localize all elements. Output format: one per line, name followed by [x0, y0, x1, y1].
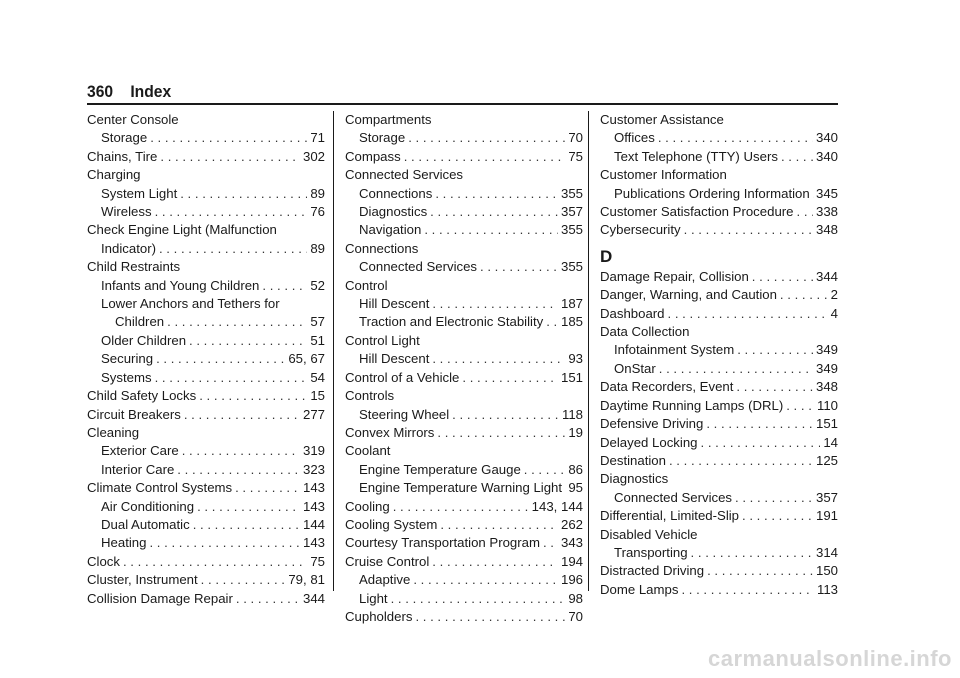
index-entry[interactable] [600, 452, 838, 470]
entry-term: Differential, Limited-Slip [600, 508, 740, 524]
dot-leader [167, 313, 307, 331]
dot-leader [480, 258, 558, 276]
index-subentry[interactable] [87, 498, 325, 516]
dot-leader [432, 295, 558, 313]
index-entry [600, 166, 838, 184]
dot-leader [684, 221, 813, 239]
dot-leader [197, 498, 300, 516]
page-reference[interactable]: 191 [815, 508, 838, 524]
entry-term: Air Conditioning [101, 498, 195, 514]
dot-leader [155, 203, 308, 221]
entry-term: Connected Services [359, 259, 478, 275]
index-subentry[interactable] [600, 185, 838, 203]
entry-term: Dual Automatic [101, 516, 190, 532]
entry-term: Danger, Warning, and Caution [600, 287, 777, 303]
index-entry [345, 277, 583, 295]
entry-term: Hill Descent [359, 296, 430, 312]
page-reference[interactable]: 344 [815, 268, 838, 284]
dot-leader [432, 350, 565, 368]
page-reference[interactable]: 15 [310, 388, 325, 404]
column-divider [333, 111, 334, 591]
index-entry[interactable] [345, 608, 583, 626]
entry-term: Cupholders [345, 608, 413, 624]
index-entry [345, 240, 583, 258]
dot-leader [150, 129, 307, 147]
entry-term: Control Light [345, 332, 420, 348]
page-reference[interactable]: 70 [568, 608, 583, 624]
index-entry[interactable] [600, 415, 838, 433]
index-subentry[interactable] [600, 341, 838, 359]
index-entry [600, 470, 838, 488]
page-reference[interactable]: 349 [815, 360, 838, 376]
dot-leader [160, 148, 300, 166]
index-entry[interactable] [600, 378, 838, 396]
entry-term: Interior Care [101, 461, 175, 477]
dot-leader [737, 341, 813, 359]
index-entry[interactable] [87, 553, 325, 571]
index-subentry[interactable] [87, 369, 325, 387]
dot-leader [155, 369, 308, 387]
index-entry[interactable] [600, 434, 838, 452]
page-reference[interactable]: 196 [560, 572, 583, 588]
entry-term: Light [359, 590, 388, 606]
dot-leader [408, 129, 565, 147]
dot-leader [180, 185, 307, 203]
entry-term: Dome Lamps [600, 581, 679, 597]
page-reference[interactable]: 70 [568, 130, 583, 146]
dot-leader [159, 240, 307, 258]
page-reference[interactable]: 93 [568, 351, 583, 367]
page-reference[interactable]: 110 [816, 397, 838, 413]
index-column-2 [345, 111, 583, 626]
entry-term: Compartments [345, 112, 432, 127]
index-entry[interactable] [345, 516, 583, 534]
page-reference[interactable]: 185 [560, 314, 583, 330]
dot-leader [413, 571, 558, 589]
entry-term: Connected Services [345, 167, 464, 183]
page-reference[interactable]: 143, 144 [531, 498, 583, 514]
entry-term: Cleaning [87, 424, 140, 440]
index-subentry[interactable] [600, 360, 838, 378]
index-entry[interactable] [600, 268, 838, 286]
page-reference[interactable]: 338 [815, 204, 838, 220]
index-column-3 [600, 111, 838, 599]
page-reference[interactable]: 343 [560, 535, 583, 551]
entry-term: Center Console [87, 112, 179, 127]
page-reference[interactable]: 143 [302, 480, 325, 496]
index-entry[interactable] [345, 148, 583, 166]
entry-term: Child Restraints [87, 259, 181, 275]
entry-term: Delayed Locking [600, 434, 698, 450]
index-entry[interactable] [345, 424, 583, 442]
entry-term: Navigation [359, 222, 422, 238]
index-subentry[interactable] [600, 544, 838, 562]
index-subentry[interactable] [87, 442, 325, 460]
index-entry[interactable] [87, 479, 325, 497]
dot-leader [189, 332, 307, 350]
index-subentry[interactable] [87, 240, 325, 258]
index-subentry[interactable] [345, 350, 583, 368]
index-subentry[interactable] [345, 461, 583, 479]
entry-term: Customer Assistance [600, 112, 724, 127]
dot-leader [432, 553, 558, 571]
header-rule [87, 103, 838, 105]
dot-leader [669, 452, 813, 470]
entry-term: Cooling [345, 498, 390, 514]
page-reference[interactable]: 340 [815, 148, 838, 164]
page-reference[interactable]: 348 [815, 379, 838, 395]
dot-leader [123, 553, 307, 571]
index-entry [600, 526, 838, 544]
entry-term: Infotainment System [614, 342, 735, 358]
dot-leader [391, 590, 566, 608]
index-entry [87, 111, 325, 129]
entry-term: Damage Repair, Collision [600, 268, 749, 284]
entry-term: Diagnostics [359, 204, 428, 220]
entry-term: Steering Wheel [359, 406, 450, 422]
dot-leader [681, 581, 814, 599]
entry-term: Controls [345, 388, 395, 404]
page-reference[interactable]: 314 [815, 544, 838, 560]
entry-term: Text Telephone (TTY) Users [614, 148, 778, 164]
page-reference[interactable]: 118 [561, 406, 583, 422]
index-subentry[interactable] [87, 185, 325, 203]
entry-term: Engine Temperature Warning Light [359, 480, 563, 496]
entry-term: Check Engine Light (Malfunction [87, 222, 277, 238]
page-reference[interactable]: 355 [560, 222, 583, 238]
entry-term: Circuit Breakers [87, 406, 181, 422]
entry-term: Older Children [101, 332, 187, 348]
entry-term: Charging [87, 167, 141, 183]
dot-leader [659, 360, 813, 378]
index-entry [345, 442, 583, 460]
entry-term: Systems [101, 369, 152, 385]
page-reference[interactable]: 2 [830, 287, 838, 303]
dot-leader [462, 369, 558, 387]
index-subentry[interactable] [87, 516, 325, 534]
page-reference[interactable]: 79, 81 [288, 572, 325, 588]
dot-leader [201, 571, 286, 589]
entry-term: OnStar [614, 360, 656, 376]
dot-leader [781, 148, 813, 166]
index-subentry[interactable] [87, 129, 325, 147]
dot-leader [393, 498, 529, 516]
index-subentry[interactable] [345, 221, 583, 239]
entry-term: Exterior Care [101, 443, 179, 459]
dot-leader [235, 479, 300, 497]
entry-term: Cluster, Instrument [87, 572, 198, 588]
page-reference[interactable]: 143 [302, 535, 325, 551]
page-reference[interactable]: 319 [302, 443, 325, 459]
entry-term: Coolant [345, 443, 391, 459]
page-reference[interactable]: 302 [302, 148, 325, 164]
entry-term: Customer Satisfaction Procedure [600, 204, 794, 220]
entry-term: Connections [345, 240, 419, 256]
entry-term: Data Collection [600, 324, 690, 340]
entry-term: Courtesy Transportation Program [345, 535, 540, 551]
index-entry [345, 387, 583, 405]
index-subentry [87, 295, 325, 313]
entry-term: Child Safety Locks [87, 388, 197, 404]
dot-leader [435, 185, 558, 203]
dot-leader [786, 397, 814, 415]
entry-term: Compass [345, 148, 401, 164]
entry-term: Disabled Vehicle [600, 526, 698, 542]
index-entry [600, 323, 838, 341]
page-reference[interactable]: 187 [560, 296, 583, 312]
entry-term: Connections [359, 185, 433, 201]
page-reference[interactable]: 150 [815, 563, 838, 579]
index-subentry[interactable] [345, 258, 583, 276]
page-reference[interactable]: 57 [310, 314, 325, 330]
entry-term: Dashboard [600, 305, 665, 321]
entry-term: Chains, Tire [87, 148, 158, 164]
index-entry[interactable] [600, 221, 838, 239]
index-entry [87, 424, 325, 442]
entry-term: Diagnostics [600, 471, 669, 487]
entry-term: Hill Descent [359, 351, 430, 367]
entry-term: Collision Damage Repair [87, 590, 233, 606]
dot-leader [658, 129, 813, 147]
index-entry[interactable] [345, 534, 583, 552]
dot-leader [149, 534, 300, 552]
dot-leader [156, 350, 285, 368]
entry-term: Cybersecurity [600, 222, 681, 238]
index-entry[interactable] [600, 203, 838, 221]
dot-leader [546, 313, 558, 331]
entry-term: Children [115, 314, 165, 330]
entry-term: Data Recorders, Event [600, 379, 734, 395]
page-reference[interactable]: 143 [302, 498, 325, 514]
index-subentry[interactable] [345, 203, 583, 221]
dot-leader [430, 203, 558, 221]
page-reference[interactable]: 76 [310, 204, 325, 220]
page-reference[interactable]: 95 [568, 480, 583, 496]
entry-term: Clock [87, 553, 120, 569]
dot-leader [452, 406, 559, 424]
page-reference[interactable]: 51 [310, 332, 325, 348]
index-subentry[interactable] [87, 277, 325, 295]
dot-leader [404, 148, 566, 166]
index-entry[interactable] [600, 286, 838, 304]
index-letter-heading: D [600, 246, 613, 266]
entry-term: Control of a Vehicle [345, 369, 460, 385]
index-subentry[interactable] [345, 479, 583, 497]
entry-term: Adaptive [359, 572, 411, 588]
index-subentry[interactable] [600, 489, 838, 507]
page-section-title: Index [130, 82, 172, 101]
index-subentry[interactable] [87, 313, 325, 331]
entry-term: Wireless [101, 204, 152, 220]
page-reference[interactable]: 19 [568, 424, 583, 440]
entry-term: Heating [101, 535, 147, 551]
index-subentry[interactable] [345, 406, 583, 424]
index-entry[interactable] [600, 397, 838, 415]
entry-term: Customer Information [600, 167, 727, 183]
entry-term: Daytime Running Lamps (DRL) [600, 397, 784, 413]
index-subentry[interactable] [87, 534, 325, 552]
dot-leader [424, 221, 558, 239]
page-reference[interactable]: 98 [568, 590, 583, 606]
index-entry[interactable] [345, 498, 583, 516]
index-subentry[interactable] [345, 313, 583, 331]
entry-term: Securing [101, 351, 154, 367]
dot-leader [184, 406, 300, 424]
entry-term: Storage [359, 130, 406, 146]
page-reference[interactable]: 54 [310, 369, 325, 385]
dot-leader [199, 387, 307, 405]
page-reference[interactable]: 151 [560, 369, 583, 385]
entry-term: Distracted Driving [600, 563, 705, 579]
index-entry[interactable] [600, 507, 838, 525]
index-entry[interactable] [87, 590, 325, 608]
index-entry[interactable] [87, 406, 325, 424]
entry-term: Destination [600, 452, 666, 468]
entry-term: Cruise Control [345, 553, 430, 569]
entry-term: Traction and Electronic Stability [359, 314, 544, 330]
entry-term: Offices [614, 130, 655, 146]
index-entry[interactable] [345, 369, 583, 387]
index-subentry[interactable] [87, 350, 325, 368]
dot-leader [752, 268, 813, 286]
page-reference[interactable]: 277 [302, 406, 325, 422]
page-reference[interactable]: 65, 67 [288, 351, 325, 367]
dot-leader [707, 562, 813, 580]
column-divider [588, 111, 589, 591]
dot-leader [437, 424, 565, 442]
dot-leader [691, 544, 813, 562]
index-subentry[interactable] [87, 332, 325, 350]
page-reference[interactable]: 75 [568, 148, 583, 164]
page-reference[interactable]: 323 [302, 461, 325, 477]
index-entry [600, 111, 838, 129]
index-entry[interactable] [600, 581, 838, 599]
index-entry[interactable] [600, 305, 838, 323]
page-reference[interactable]: 86 [568, 461, 583, 477]
index-subentry[interactable] [345, 590, 583, 608]
index-column-1 [87, 111, 325, 608]
index-entry[interactable] [600, 562, 838, 580]
page-number: 360 [87, 82, 114, 101]
index-entry[interactable] [87, 571, 325, 589]
entry-term: Indicator) [101, 240, 156, 256]
index-entry[interactable] [87, 387, 325, 405]
page-reference[interactable]: 4 [830, 305, 838, 321]
dot-leader [177, 461, 300, 479]
entry-term: Climate Control Systems [87, 480, 233, 496]
page-reference[interactable]: 340 [815, 130, 838, 146]
index-subentry[interactable] [87, 203, 325, 221]
index-subentry[interactable] [345, 571, 583, 589]
dot-leader [742, 507, 813, 525]
index-subentry[interactable] [345, 185, 583, 203]
index-entry[interactable] [87, 148, 325, 166]
dot-leader [701, 434, 821, 452]
index-subentry[interactable] [87, 461, 325, 479]
entry-term: Transporting [614, 544, 688, 560]
page-reference[interactable]: 71 [310, 130, 325, 146]
entry-term: Defensive Driving [600, 416, 704, 432]
dot-leader [780, 286, 828, 304]
page-reference[interactable]: 357 [560, 204, 583, 220]
page-reference[interactable]: 262 [560, 516, 583, 532]
dot-leader [262, 277, 307, 295]
dot-leader [736, 378, 813, 396]
page-reference[interactable]: 349 [815, 342, 838, 358]
dot-leader [524, 461, 566, 479]
entry-term: Lower Anchors and Tethers for [101, 296, 280, 312]
page-reference[interactable]: 89 [310, 185, 325, 201]
page-reference[interactable]: 144 [302, 516, 325, 532]
dot-leader [543, 534, 558, 552]
dot-leader [706, 415, 813, 433]
dot-leader [668, 305, 828, 323]
entry-term: Engine Temperature Gauge [359, 461, 521, 477]
page-reference[interactable]: 348 [815, 222, 838, 238]
page-reference[interactable]: 75 [310, 553, 325, 569]
index-subentry[interactable] [345, 129, 583, 147]
page-header [87, 82, 171, 102]
index-entry [345, 111, 583, 129]
dot-leader [735, 489, 813, 507]
watermark: carmanualsonline.info [708, 646, 952, 671]
page-reference[interactable]: 345 [815, 185, 838, 201]
dot-leader [193, 516, 300, 534]
index-subentry[interactable] [600, 148, 838, 166]
entry-term: Infants and Young Children [101, 277, 260, 293]
page-reference[interactable]: 52 [310, 277, 325, 293]
index-entry [87, 221, 325, 239]
dot-leader [236, 590, 300, 608]
page-reference[interactable]: 125 [815, 452, 838, 468]
page-reference[interactable]: 89 [310, 240, 325, 256]
entry-term: System Light [101, 185, 178, 201]
dot-leader [415, 608, 565, 626]
dot-leader [797, 203, 813, 221]
index-entry[interactable] [345, 553, 583, 571]
index-entry [345, 166, 583, 184]
entry-term: Publications Ordering Information [614, 185, 810, 201]
page-reference[interactable]: 14 [823, 434, 838, 450]
entry-term: Control [345, 277, 388, 293]
dot-leader [182, 442, 300, 460]
index-subentry[interactable] [600, 129, 838, 147]
page-reference[interactable]: 344 [302, 590, 325, 606]
dot-leader [440, 516, 558, 534]
index-entry [87, 258, 325, 276]
page-reference[interactable]: 357 [815, 489, 838, 505]
page-reference[interactable]: 194 [560, 553, 583, 569]
entry-term: Connected Services [614, 489, 733, 505]
page-reference[interactable]: 113 [816, 581, 838, 597]
entry-term: Storage [101, 130, 148, 146]
index-subentry[interactable] [345, 295, 583, 313]
page-reference[interactable]: 355 [560, 185, 583, 201]
entry-term: Convex Mirrors [345, 424, 435, 440]
page-reference[interactable]: 355 [560, 259, 583, 275]
page-reference[interactable]: 151 [815, 416, 838, 432]
index-entry [345, 332, 583, 350]
entry-term: Cooling System [345, 516, 438, 532]
index-entry [87, 166, 325, 184]
